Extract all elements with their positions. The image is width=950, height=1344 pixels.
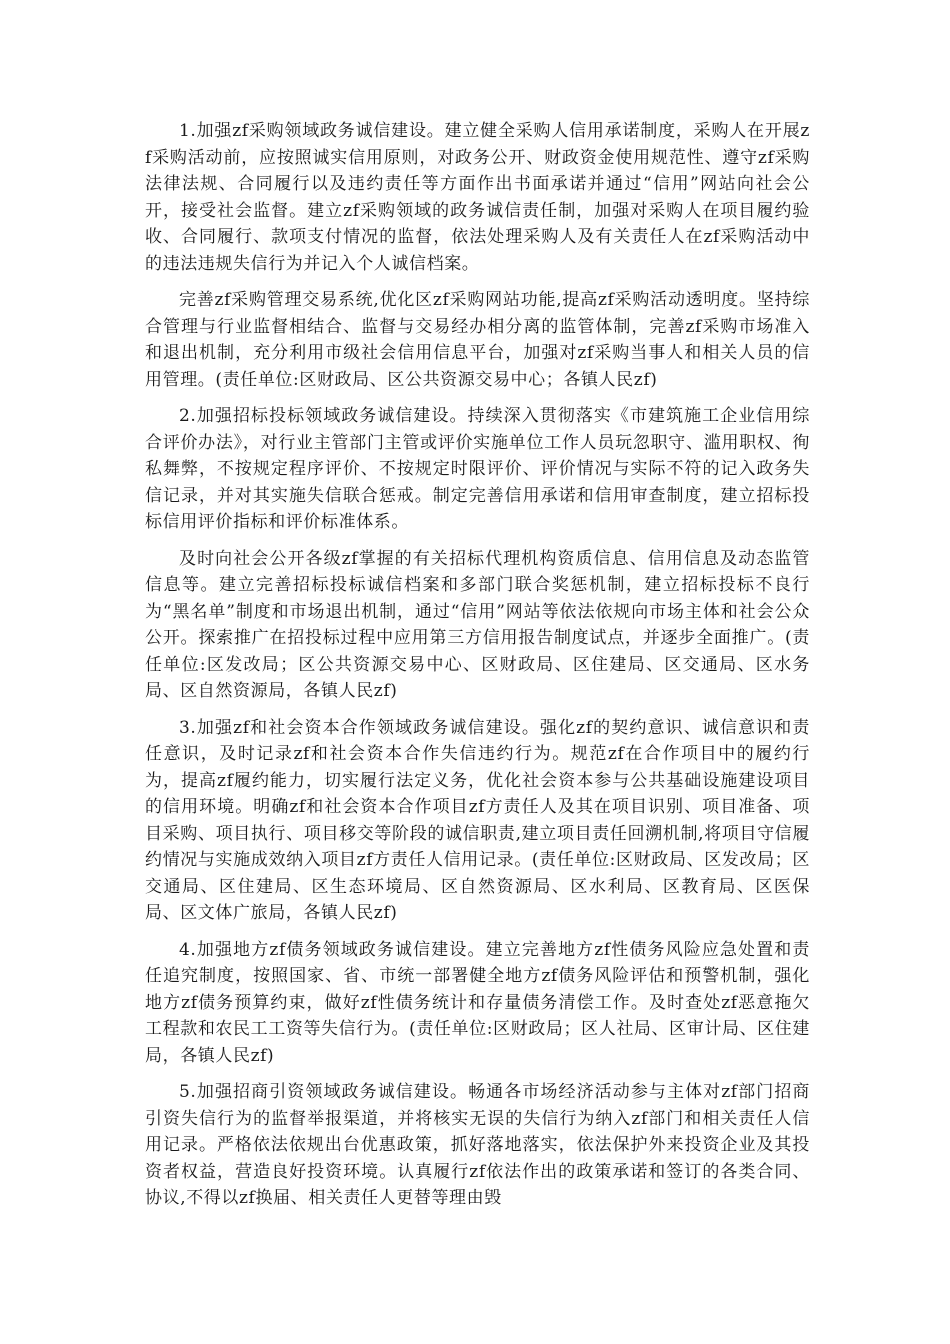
paragraph-bidding: 2.加强招标投标领域政务诚信建设。持续深入贯彻落实《市建筑施工企业信用综合评价办法》，对行业主管部门主管或评价实施单位工作人员玩忽职守、滥用职权、徇私舞弊，不按规定程序评价、不按规定时限评价、评价情况与实际不符的记入政务失信记录，并对其实施失信联合惩戒。制定完善信用承诺和信用审查制度，建立招标投标信用评价指标和评价标准体系。 [145,406,810,532]
paragraph-procurement: 1.加强zf采购领域政务诚信建设。建立健全采购人信用承诺制度，采购人在开展zf采购活动前，应按照诚实信用原则，对政务公开、财政资金使用规范性、遵守zf采购法律法规、合同履行以及违约责任等方面作出书面承诺并通过“信用”网站向社会公开，接受社会监督。建立zf采购领域的政务诚信责任制，加强对采购人在项目履约验收、合同履行、款项支付情况的监督，依法处理采购人及有关责任人在zf采购活动中的违法违规失信行为并记入个人诚信档案。 [145,121,810,274]
paragraph-ppp: 3.加强zf和社会资本合作领域政务诚信建设。强化zf的契约意识、诚信意识和责任意识，及时记录zf和社会资本合作失信违约行为。规范zf在合作项目中的履约行为，提高zf履约能力，切实履行法定义务，优化社会资本参与公共基础设施建设项目的信用环境。明确zf和社会资本合作项目zf方责任人及其在项目识别、项目准备、项目采购、项目执行、项目移交等阶段的诚信职责,建立项目责任回溯机制,将项目守信履约情况与实施成效纳入项目zf方责任人信用记录。(责任单位:区财政局、区发改局；区交通局、区住建局、区生态环境局、区自然资源局、区水利局、区教育局、区医保局、区文体广旅局，各镇人民zf) [145,717,810,923]
paragraph-bidding-disclosure: 及时向社会公开各级zf掌握的有关招标代理机构资质信息、信用信息及动态监管信息等。建立完善招标投标诚信档案和多部门联合奖惩机制，建立招标投标不良行为“黑名单”制度和市场退出机制，通过“信用”网站等依法依规向市场主体和社会公众公开。探索推广在招投标过程中应用第三方信用报告制度试点，并逐步全面推广。(责任单位:区发改局；区公共资源交易中心、区财政局、区住建局、区交通局、区水务局、区自然资源局，各镇人民zf) [145,548,810,701]
paragraph-local-debt: 4.加强地方zf债务领域政务诚信建设。建立完善地方zf性债务风险应急处置和责任追究制度，按照国家、省、市统一部署健全地方zf债务风险评估和预警机制，强化地方zf债务预算约束，做好zf性债务统计和存量债务清偿工作。及时查处zf恶意拖欠工程款和农民工工资等失信行为。(责任单位:区财政局；区人社局、区审计局、区住建局，各镇人民zf) [145,939,810,1066]
document-body [145,118,810,1212]
paragraph-procurement-system: 完善zf采购管理交易系统,优化区zf采购网站功能,提高zf采购活动透明度。坚持综合管理与行业监督相结合、监督与交易经办相分离的监管体制，完善zf采购市场准入和退出机制，充分利用市级社会信用信息平台，加强对zf采购当事人和相关人员的信用管理。(责任单位:区财政局、区公共资源交易中心；各镇人民zf) [145,290,810,390]
paragraph-investment: 5.加强招商引资领域政务诚信建设。畅通各市场经济活动参与主体对zf部门招商引资失信行为的监督举报渠道，并将核实无误的失信行为纳入zf部门和相关责任人信用记录。严格依法依规出台优惠政策，抓好落地落实，依法保护外来投资企业及其投资者权益，营造良好投资环境。认真履行zf依法作出的政策承诺和签订的各类合同、协议,不得以zf换届、相关责任人更替等理由毁 [145,1082,810,1208]
